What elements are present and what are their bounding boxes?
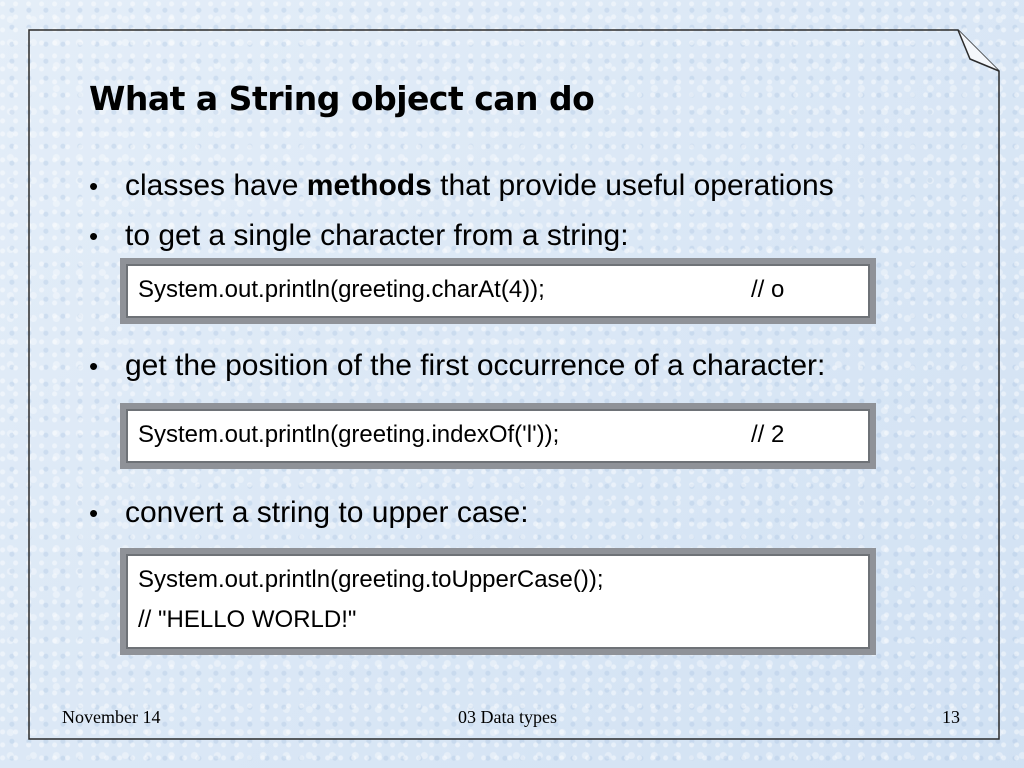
bullet-char bbox=[89, 219, 629, 253]
footer-page-number: 13 bbox=[942, 707, 960, 727]
code-block-inner bbox=[126, 264, 870, 318]
bullet-text: convert a string to upper case: bbox=[125, 496, 529, 529]
code-text: System.out.println(greeting.toUpperCase()); bbox=[138, 566, 604, 593]
code-text: System.out.println(greeting.charAt(4)); bbox=[138, 276, 545, 303]
code-block-charat bbox=[120, 258, 876, 324]
bullet-text: to get a single character from a string: bbox=[125, 219, 629, 252]
bullet-text: get the position of the first occurrence of a character: bbox=[125, 349, 826, 382]
code-block-indexof bbox=[120, 403, 876, 469]
slide-title: What a String object can do bbox=[89, 79, 595, 118]
code-comment: // "HELLO WORLD!" bbox=[138, 606, 357, 633]
bullet-dot: • bbox=[89, 351, 99, 381]
bullet-indexof bbox=[89, 349, 825, 383]
bullet-text-bold: methods bbox=[306, 169, 432, 202]
code-comment: // 2 bbox=[751, 421, 785, 448]
bullet-methods bbox=[89, 169, 834, 203]
code-comment: // o bbox=[751, 276, 785, 303]
code-block-inner bbox=[126, 409, 870, 463]
bullet-uppercase bbox=[89, 496, 529, 530]
bullet-dot: • bbox=[89, 498, 99, 528]
bullet-dot: • bbox=[89, 221, 99, 251]
footer-date: November 14 bbox=[62, 707, 161, 727]
slide-page bbox=[28, 29, 1000, 740]
bullet-text-pre: classes have bbox=[125, 169, 307, 202]
footer-topic: 03 Data types bbox=[458, 707, 557, 727]
code-block-uppercase bbox=[120, 548, 876, 655]
bullet-dot: • bbox=[89, 171, 99, 201]
code-block-inner bbox=[126, 554, 870, 649]
code-text: System.out.println(greeting.indexOf('l')); bbox=[138, 421, 560, 448]
bullet-text-post: that provide useful operations bbox=[431, 169, 834, 202]
